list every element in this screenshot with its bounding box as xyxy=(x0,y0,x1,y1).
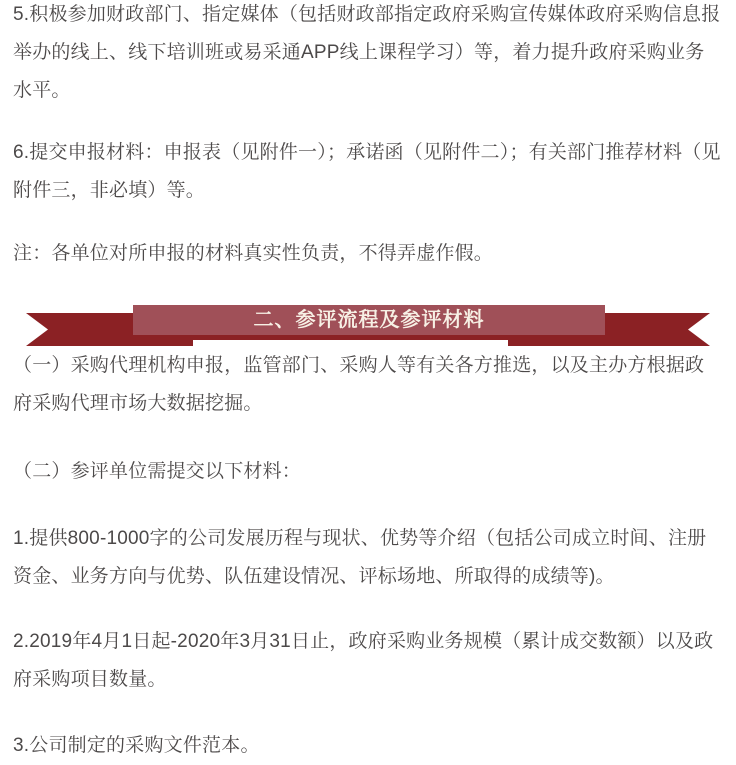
ribbon-center-band xyxy=(133,305,605,335)
paragraph-section2-item2: （二）参评单位需提交以下材料： xyxy=(13,461,302,482)
material-list-item-1: 1.提供800-1000字的公司发展历程与现状、优势等介绍（包括公司成立时间、注册资金、业务方向与优势、队伍建设情况、评标场地、所取得的成绩等)。 xyxy=(13,528,707,587)
section-banner xyxy=(0,303,736,346)
section-banner-title: 二、参评流程及参评材料 xyxy=(253,309,485,331)
paragraph-section2-item1: （一）采购代理机构申报，监管部门、采购人等有关各方推选，以及主办方根据政府采购代理市场大数据挖掘。 xyxy=(13,355,705,414)
material-list-item-3: 3.公司制定的采购文件范本。 xyxy=(13,735,260,756)
paragraph-item-5: 5.积极参加财政部门、指定媒体（包括财政部指定政府采购宣传媒体政府采购信息报举办的线上、线下培训班或易采通APP线上课程学习）等，着力提升政府采购业务水平。 xyxy=(13,4,721,101)
material-list-item-2: 2.2019年4月1日起-2020年3月31日止，政府采购业务规模（累计成交数额）以及政府采购项目数量。 xyxy=(13,631,714,690)
paragraph-note: 注：各单位对所申报的材料真实性负责，不得弄虚作假。 xyxy=(13,243,494,264)
ribbon-center-notch xyxy=(193,340,508,347)
paragraph-item-6: 6.提交申报材料：申报表（见附件一）；承诺函（见附件二）；有关部门推荐材料（见附件三，非必填）等。 xyxy=(13,142,721,201)
